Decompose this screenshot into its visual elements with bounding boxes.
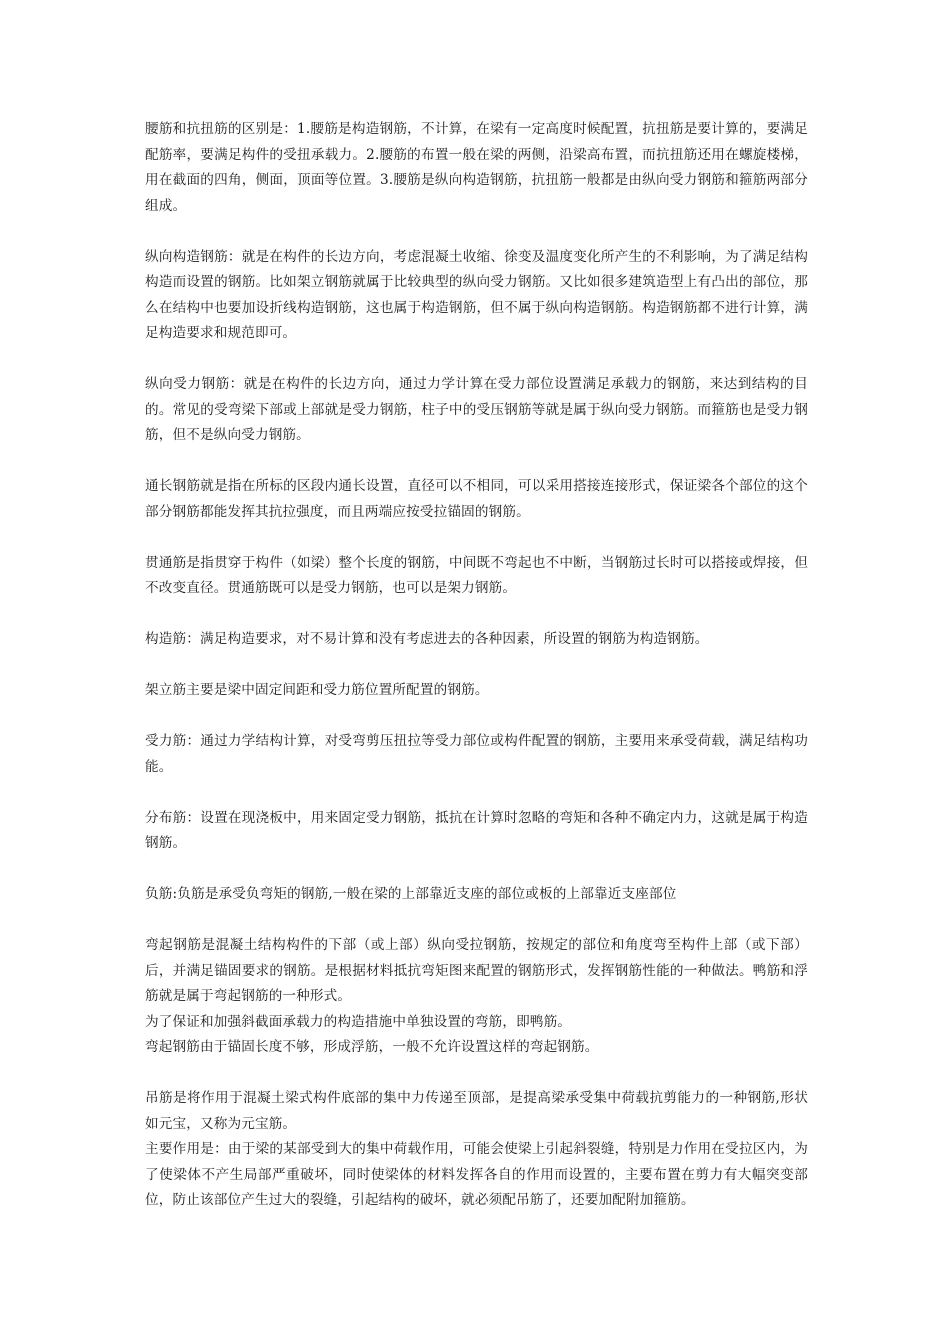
paragraph-gap bbox=[145, 1061, 808, 1087]
paragraph-bent-up-bars: 弯起钢筋是混凝土结构构件的下部（或上部）纵向受拉钢筋，按规定的部位和角度弯至构件上部（或下部）后，并满足锚固要求的钢筋。是根据材料抵抗弯矩图来配置的钢筋形式，发挥钢筋性能的一种做法。鸭筋和浮筋就是属于弯起钢筋的一种形式。 bbox=[145, 937, 808, 1004]
paragraph-gap bbox=[145, 347, 808, 373]
paragraph-stressed-bars: 受力筋：通过力学结构计算，对受弯剪压扭拉等受力部位或构件配置的钢筋，主要用来承受荷载，满足结构功能。 bbox=[145, 733, 808, 775]
paragraph-structural-bars: 构造筋：满足构造要求，对不易计算和没有考虑进去的各种因素，所设置的钢筋为构造钢筋。 bbox=[145, 631, 709, 647]
paragraph-floating-bars: 弯起钢筋由于锚固长度不够，形成浮筋，一般不允许设置这样的弯起钢筋。 bbox=[145, 1039, 599, 1055]
paragraph-gap bbox=[145, 219, 808, 245]
paragraph-gap bbox=[145, 908, 808, 934]
paragraph-gap bbox=[145, 525, 808, 551]
document-body bbox=[145, 117, 808, 1214]
paragraph-distribution-bars: 分布筋：设置在现浇板中，用来固定受力钢筋，抵抗在计算时忽略的弯矩和各种不确定内力，这就是属于构造钢筋。 bbox=[145, 809, 808, 851]
paragraph-gap bbox=[145, 653, 808, 679]
paragraph-gap bbox=[145, 449, 808, 475]
paragraph-hanger-bars-purpose: 主要作用是：由于梁的某部受到大的集中荷载作用，可能会使梁上引起斜裂缝，特别是力作用在受拉区内，为了使梁体不产生局部严重破坏，同时使梁体的材料发挥各自的作用而设置的，主要布置在剪力有大幅突变部位，防止该部位产生过大的裂缝，引起结构的破坏，就必须配吊筋了，还要加配附加箍筋。 bbox=[145, 1141, 808, 1208]
paragraph-hanger-bars: 吊筋是将作用于混凝土梁式构件底部的集中力传递至顶部，是提高梁承受集中荷载抗剪能力的一种钢筋,形状如元宝，又称为元宝筋。 bbox=[145, 1090, 808, 1132]
paragraph-longitudinal-structural-bars: 纵向构造钢筋：就是在构件的长边方向，考虑混凝土收缩、徐变及温度变化所产生的不利影响，为了满足结构构造而设置的钢筋。比如架立钢筋就属于比较典型的纵向受力钢筋。又比如很多建筑造型上有凸出的部位，那么在结构中也要加设折线构造钢筋，这也属于构造钢筋，但不属于纵向构造钢筋。构造钢筋都不进行计算，满足构造要求和规范即可。 bbox=[145, 248, 808, 341]
paragraph-gap bbox=[145, 780, 808, 806]
paragraph-longitudinal-stressed-bars: 纵向受力钢筋：就是在构件的长边方向，通过力学计算在受力部位设置满足承载力的钢筋，来达到结构的目的。常见的受弯梁下部或上部就是受力钢筋，柱子中的受压钢筋等就是属于纵向受力钢筋。而箍筋也是受力钢筋，但不是纵向受力钢筋。 bbox=[145, 376, 808, 443]
paragraph-through-bars: 贯通筋是指贯穿于构件（如梁）整个长度的钢筋，中间既不弯起也不中断，当钢筋过长时可以搭接或焊接，但不改变直径。贯通筋既可以是受力钢筋，也可以是架力钢筋。 bbox=[145, 554, 808, 596]
paragraph-gap bbox=[145, 704, 808, 730]
paragraph-gap bbox=[145, 857, 808, 883]
paragraph-gap bbox=[145, 602, 808, 628]
paragraph-continuous-bars: 通长钢筋就是指在所标的区段内通长设置，直径可以不相同，可以采用搭接连接形式，保证梁各个部位的这个部分钢筋都能发挥其抗拉强度，而且两端应按受拉锚固的钢筋。 bbox=[145, 478, 808, 520]
paragraph-erection-bars: 架立筋主要是梁中固定间距和受力筋位置所配置的钢筋。 bbox=[145, 682, 489, 698]
paragraph-waist-vs-torsion-bars: 腰筋和抗扭筋的区别是：1.腰筋是构造钢筋，不计算，在梁有一定高度时候配置，抗扭筋是要计算的，要满足配筋率，要满足构件的受扭承载力。2.腰筋的布置一般在梁的两侧，沿梁高布置，而抗扭筋还用在螺旋楼梯，用在截面的四角，侧面，顶面等位置。3.腰筋是纵向构造钢筋，抗扭筋一般都是由纵向受力钢筋和箍筋两部分组成。 bbox=[145, 121, 808, 214]
paragraph-duck-bars: 为了保证和加强斜截面承载力的构造措施中单独设置的弯筋，即鸭筋。 bbox=[145, 1013, 572, 1030]
paragraph-negative-bars: 负筋:负筋是承受负弯矩的钢筋,一般在梁的上部靠近支座的部位或板的上部靠近支座部位 bbox=[145, 886, 677, 902]
